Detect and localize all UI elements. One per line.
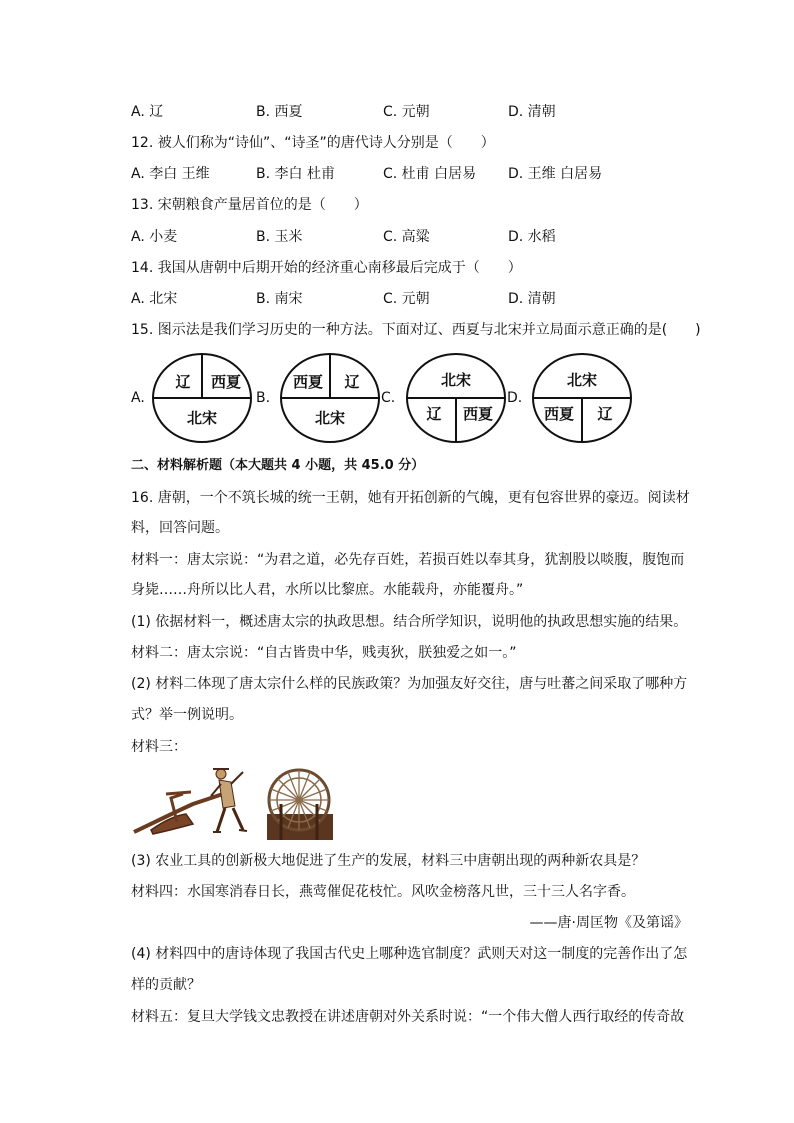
q14-option-d[interactable]: D. 清朝	[508, 291, 556, 307]
diagram-d-bottom-right: 辽	[597, 405, 613, 423]
diagram-a-bottom: 北宋	[186, 409, 218, 427]
sub-question-1: (1) 依据材料一，概述唐太宗的执政思想。结合所学知识，说明他的执政思想实施的结果。	[131, 614, 688, 630]
material4: 材料四：水国寒消春日长，燕莺催促花枝忙。风吹金榜落凡世，三十三人名字香。	[131, 884, 635, 900]
sub-question-2-line2: 式？举一例说明。	[131, 707, 243, 723]
q15-option-c-label[interactable]: C.	[381, 390, 396, 406]
q12-option-d[interactable]: D. 王维 白居易	[508, 166, 603, 182]
diagram-b[interactable]	[281, 354, 379, 442]
material3-label: 材料三：	[131, 739, 187, 755]
curved-plough-illustration	[134, 769, 247, 834]
diagram-c[interactable]	[407, 354, 505, 442]
diagram-d-bottom-left: 西夏	[543, 405, 575, 423]
sub-question-3: (3) 农业工具的创新极大地促进了生产的发展，材料三中唐朝出现的两种新农具是？	[131, 853, 646, 869]
q11-options	[131, 102, 671, 122]
water-wheel-illustration	[267, 770, 333, 840]
diagram-c-bottom-right: 西夏	[462, 405, 494, 423]
material4-source: ——唐·周匡物《及第谣》	[529, 915, 688, 931]
q13-option-b[interactable]: B. 玉米	[256, 229, 303, 245]
diagram-a[interactable]	[153, 354, 251, 442]
q14-option-a[interactable]: A. 北宋	[131, 291, 178, 307]
q14-option-c[interactable]: C. 元朝	[383, 291, 430, 307]
q14-stem: 14. 我国从唐朝中后期开始的经济重心南移最后完成于（ ）	[131, 260, 522, 276]
diagram-d-top: 北宋	[566, 371, 598, 389]
material1-line2: 身毙……舟所以比人君，水所以比黎庶。水能载舟，亦能覆舟。”	[131, 582, 524, 598]
q15-option-a-label[interactable]: A.	[131, 390, 145, 406]
q12-options	[131, 164, 671, 184]
diagram-c-top: 北宋	[440, 371, 472, 389]
q11-option-a[interactable]: A. 辽	[131, 104, 164, 120]
q15-option-b-label[interactable]: B.	[256, 390, 271, 406]
material3-illustrations	[131, 764, 341, 842]
q15-option-d-label[interactable]: D.	[507, 390, 523, 406]
q11-option-d[interactable]: D. 清朝	[508, 104, 556, 120]
sub-question-2-line1: (2) 材料二体现了唐太宗什么样的民族政策？为加强友好交往，唐与吐蕃之间采取了哪种方	[131, 676, 688, 692]
q13-options	[131, 227, 671, 247]
q14-options	[131, 289, 671, 309]
material2: 材料二：唐太宗说：“自古皆贵中华，贱夷狄，朕独爱之如一。”	[131, 645, 517, 661]
material5: 材料五：复旦大学钱文忠教授在讲述唐朝对外关系时说：“一个伟大僧人西行取经的传奇故	[131, 1009, 685, 1025]
q13-option-c[interactable]: C. 高粱	[383, 229, 430, 245]
diagram-b-bottom: 北宋	[314, 409, 346, 427]
q13-option-d[interactable]: D. 水稻	[508, 229, 556, 245]
q15-stem: 15. 图示法是我们学习历史的一种方法。下面对辽、西夏与北宋并立局面示意正确的是( )	[131, 322, 701, 338]
q11-option-b[interactable]: B. 西夏	[256, 104, 303, 120]
q14-option-b[interactable]: B. 南宋	[256, 291, 303, 307]
q11-option-c[interactable]: C. 元朝	[383, 104, 430, 120]
diagram-c-bottom-left: 辽	[426, 405, 442, 423]
sub-question-4-line1: (4) 材料四中的唐诗体现了我国古代史上哪种选官制度？武则天对这一制度的完善作出了怎	[131, 946, 688, 962]
section2-title: 二、材料解析题（本大题共 4 小题，共 45.0 分）	[131, 458, 425, 473]
diagram-d[interactable]	[533, 354, 631, 442]
diagram-a-top-right: 西夏	[210, 373, 242, 391]
q16-stem-line1: 16. 唐朝，一个不筑长城的统一王朝，她有开拓创新的气魄，更有包容世界的豪迈。阅读材	[131, 490, 690, 506]
diagram-a-top-left: 辽	[175, 373, 191, 391]
sub-question-4-line2: 样的贡献？	[131, 977, 201, 993]
diagram-b-top-right: 辽	[344, 373, 360, 391]
q13-stem: 13. 宋朝粮食产量居首位的是（ ）	[131, 197, 368, 213]
q12-option-c[interactable]: C. 杜甫 白居易	[383, 166, 477, 182]
q13-option-a[interactable]: A. 小麦	[131, 229, 178, 245]
material1-line1: 材料一：唐太宗说：“为君之道，必先存百姓，若损百姓以奉其身，犹割股以啖腹，腹饱而	[131, 552, 685, 568]
q12-option-a[interactable]: A. 李白 王维	[131, 166, 210, 182]
q12-option-b[interactable]: B. 李白 杜甫	[256, 166, 335, 182]
diagram-b-top-left: 西夏	[292, 373, 324, 391]
q16-stem-line2: 料，回答问题。	[131, 520, 229, 536]
q15-diagrams	[150, 350, 640, 446]
q12-stem: 12. 被人们称为“诗仙”、“诗圣”的唐代诗人分别是（ ）	[131, 135, 495, 151]
